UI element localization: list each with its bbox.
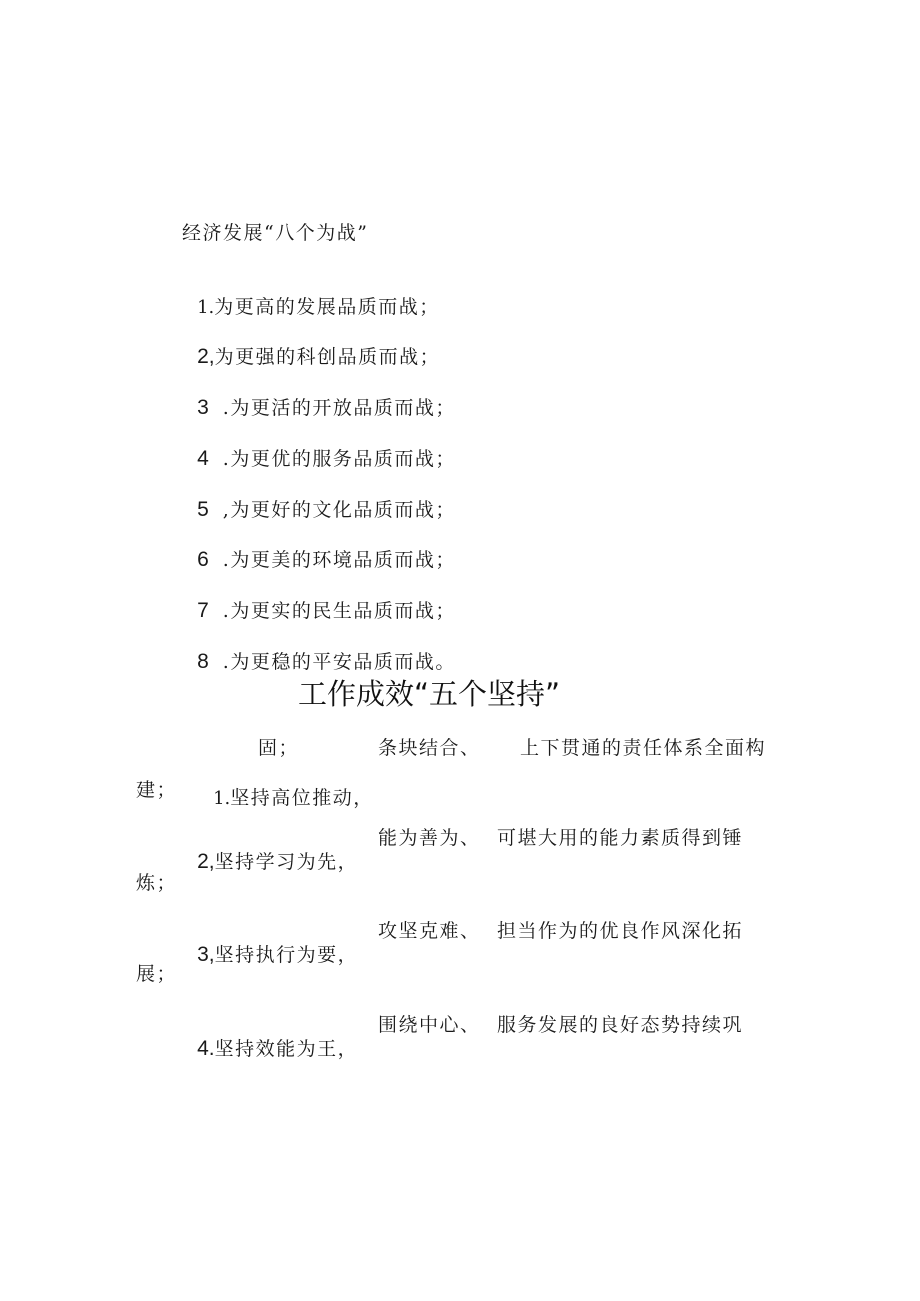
item2-tail: 可堪大用的能力素质得到锤: [497, 827, 744, 849]
item3-continuation: 展；: [136, 963, 178, 985]
item-number: 6: [197, 548, 209, 571]
item-number: 2,: [197, 345, 215, 368]
item-number: 1.: [213, 788, 231, 809]
list-item: [182, 423, 456, 471]
section2-title: 工作成效“五个坚持”: [298, 677, 561, 711]
item-number: 4: [197, 447, 209, 470]
item3-tail: 担当作为的优良作风深化拓: [497, 920, 744, 942]
item3-mid: 攻坚克难、: [378, 920, 481, 942]
list-item: [182, 372, 456, 420]
item2-continuation: 炼；: [136, 872, 178, 894]
section1-title: 经济发展“八个为战”: [182, 222, 369, 244]
item-text: ,为更好的文化品质而战；: [222, 499, 456, 521]
item-text: .为更活的开放品质而战；: [222, 397, 456, 419]
item-text: .为更稳的平安品质而战。: [222, 651, 456, 673]
list-item: [182, 474, 456, 522]
list-item: [182, 321, 440, 369]
item-number: 2,: [197, 850, 215, 873]
item-number: 3: [197, 396, 209, 419]
item1-fragment-c: 上下贯通的责任体系全面构: [520, 737, 767, 759]
item-text: 为更高的发展品质而战；: [214, 296, 440, 318]
item-text: 坚持效能为王，: [214, 1038, 359, 1060]
item-number: 1.: [197, 297, 215, 318]
item1-fragment-a: 固；: [258, 737, 300, 759]
item3-lead: [182, 919, 358, 967]
item4-tail: 服务发展的良好态势持续巩: [497, 1014, 744, 1036]
item-number: 7: [197, 599, 209, 622]
item-text: .为更美的环境品质而战；: [222, 549, 456, 571]
item-number: 8: [197, 650, 209, 673]
item-text: 坚持学习为先，: [214, 851, 359, 873]
item1-fragment-b: 条块结合、: [378, 737, 481, 759]
list-item: [182, 271, 440, 320]
item4-mid: 围绕中心、: [378, 1014, 481, 1036]
item1-continuation: 建；: [136, 779, 178, 801]
item-text: 为更强的科创品质而战；: [214, 346, 441, 368]
item1-lead: [198, 762, 374, 811]
item-text: 坚持高位推动，: [230, 787, 374, 809]
item2-mid: 能为善为、: [378, 827, 481, 849]
item-number: 4.: [197, 1037, 215, 1060]
item2-lead: [182, 826, 358, 874]
list-item: [182, 575, 456, 623]
list-item: [182, 626, 456, 674]
item-text: 坚持执行为要，: [214, 944, 359, 966]
item-text: .为更实的民生品质而战；: [222, 600, 456, 622]
item-number: 5: [197, 498, 209, 521]
item-number: 3,: [197, 943, 215, 966]
item-text: .为更优的服务品质而战；: [222, 448, 456, 470]
item4-lead: [182, 1013, 358, 1061]
list-item: [182, 524, 456, 572]
